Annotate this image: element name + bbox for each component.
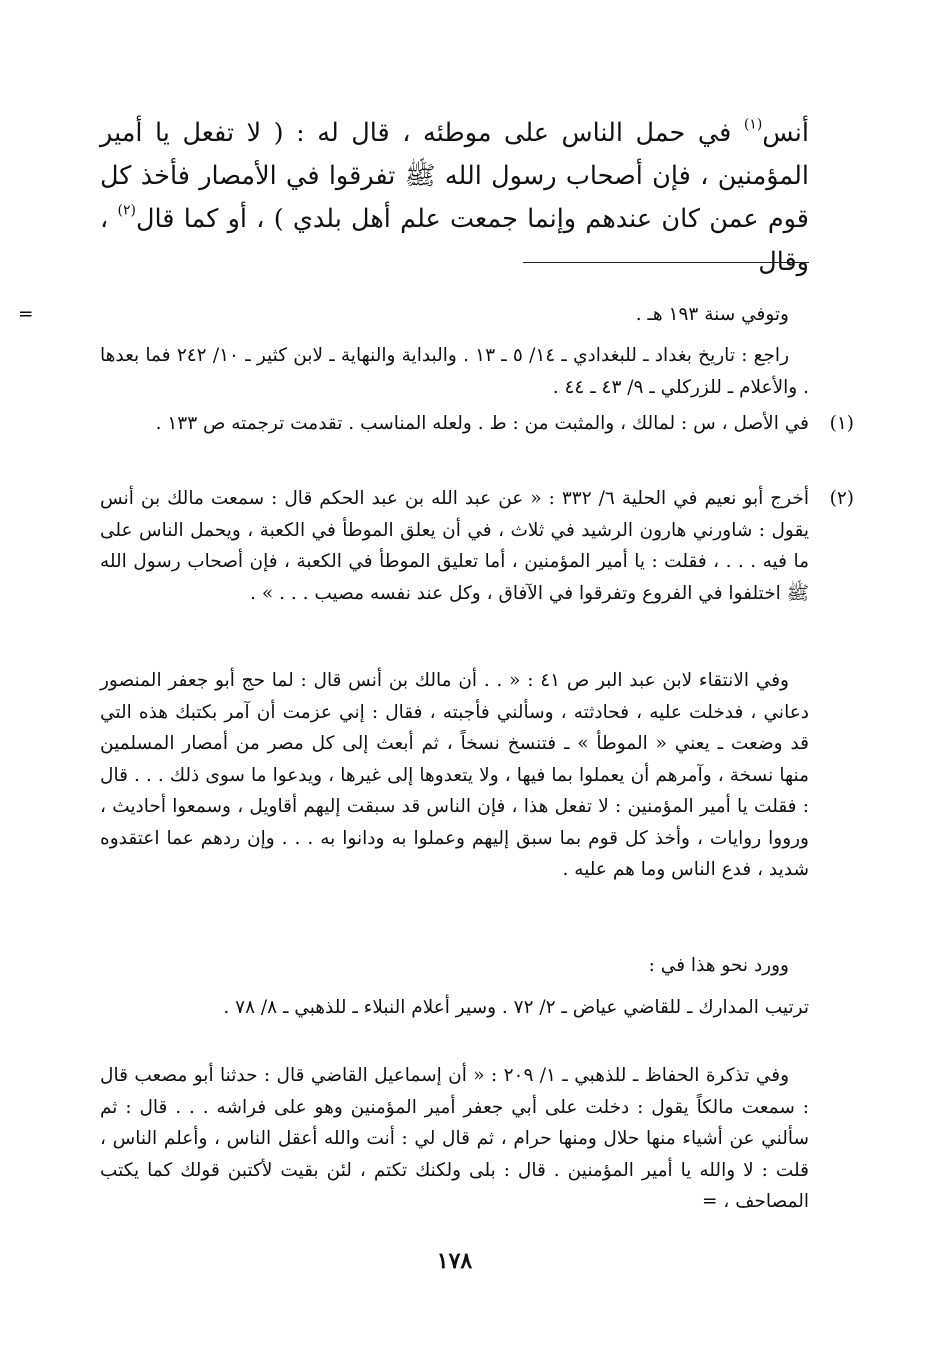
footnote-ref-1[interactable]: (١) [743, 116, 763, 133]
footnote-2-paragraph-1: أخرج أبو نعيم في الحلية ٦/ ٣٣٢ : « عن عبد الله بن عبد الحكم قال : سمعت مالك بن أنس يقول : شاورني هارون الرشيد في ثلاث ، في أن يعلق الموطأ في الكعبة ، ويحمل الناس على ما فيه . . . ، فقلت : يا أمير المؤمنين ، أما تعليق الموطأ في الكعبة ، فإن أصحاب رسول الله ﷺ اختلفوا في الفروع وتفرقوا في الآفاق ، وكل عند نفسه مصيب . . . » . [100, 488, 809, 604]
footnote-2-paragraph-4: ترتيب المدارك ـ للقاضي عياض ـ ٢/ ٧٢ . وسير أعلام النبلاء ـ للذهبي ـ ٨/ ٧٨ . [223, 997, 809, 1018]
book-page [18, 0, 854, 1365]
footnote-separator [523, 262, 809, 263]
main-text [100, 112, 809, 284]
footnote-2-paragraph-2: وفي الانتقاء لابن عبد البر ص ٤١ : « . . أن مالك بن أنس قال : لما حج أبو جعفر المنصور دعاني ، فدخلت عليه ، فحادثته ، وسألني فأجبته ، فقال : إني عزمت أن آمر بكتبك هذه التي قد وضعت ـ يعني « الموطأ » ـ فتنسخ نسخاً ، ثم أبعث إلى كل مصر من أمصار المسلمين منها نسخة ، وآمرهم أن يعملوا بما فيها ، ولا يتعدوها إلى غيرها ، ويدعوا ما سوى ذلك . . . قال : فقلت يا أمير المؤمنين : لا تفعل هذا ، فإن الناس قد سبقت إليهم أقاويل ، وسمعوا أحاديث ، ورووا روايات ، وأخذ كل قوم بما سبق إليهم وعملوا به ودانوا به . . . وإن ردهم عما اعتقدوه شديد ، فدع الناس وما هم عليه . [100, 670, 809, 880]
main-text-middle: في حمل الناس على موطئه ، قال له : ( لا تفعل يا أمير المؤمنين ، فإن أصحاب رسول الله ﷺ تفرقوا في الأمصار فأخذ كل قوم عمن كان عندهم وإنما جمعت علم أهل بلدي ) ، أو كما قال [100, 118, 809, 234]
footnote-2-paragraph-3: وورد نحو هذا في : [648, 955, 789, 976]
footnote-1-number: (١) [829, 413, 854, 434]
footnote-references: راجع : تاريخ بغداد ـ للبغدادي ـ ١٤/ ٥ ـ ١٣ . والبداية والنهاية ـ لابن كثير ـ ١٠/ ٢٤٢ فما بعدها . والأعلام ـ للزركلي ـ ٩/ ٤٣ ـ ٤٤ . [100, 345, 809, 398]
page-number: ١٧٨ [436, 1248, 473, 1274]
footnote-2-paragraph-5: وفي تذكرة الحفاظ ـ للذهبي ـ ١/ ٢٠٩ : « أن إسماعيل القاضي قال : حدثنا أبو مصعب قال : سمعت مالكاً يقول : دخلت على أبي جعفر أمير المؤمنين وهو على فراشه . . . قال : ثم سألني عن أشياء منها حلال ومنها حرام ، ثم قال لي : أنت والله أعقل الناس ، وأعلم الناس ، قلت : لا والله يا أمير المؤمنين . قال : بلى ولكنك تكتم ، لئن بقيت لأكتبن قولك كما يكتب المصاحف ، = [100, 1065, 809, 1212]
main-text-end: ، وقال [100, 204, 809, 277]
footnote-ref-2[interactable]: (٢) [117, 202, 136, 219]
main-text-start: أنس [762, 118, 809, 148]
footnote-2-number: (٢) [829, 488, 854, 509]
continuation-text: وتوفي سنة ١٩٣ هـ . [635, 304, 789, 325]
footnote-continuation [18, 299, 809, 331]
footnote-2 [100, 483, 854, 609]
footnote-1 [100, 408, 854, 440]
footnote-1-text: في الأصل ، س : لمالك ، والمثبت من : ط . ولعله المناسب . تقدمت ترجمته ص ١٣٣ . [155, 413, 809, 434]
continuation-marker: = [18, 304, 34, 325]
